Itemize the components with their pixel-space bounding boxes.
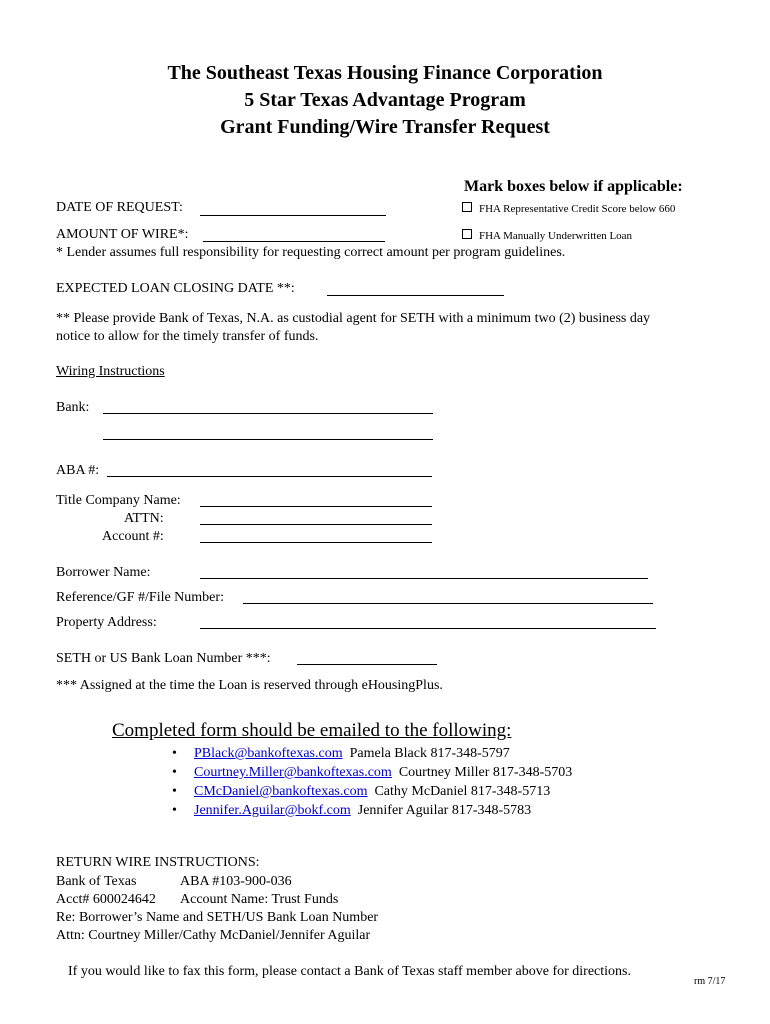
- loan-number-note: *** Assigned at the time the Loan is reserved through eHousingPlus.: [56, 678, 443, 693]
- expected-closing-field[interactable]: [327, 295, 504, 296]
- checkbox-heading: Mark boxes below if applicable:: [464, 178, 683, 195]
- aba-field[interactable]: [107, 476, 432, 477]
- list-item: [172, 782, 572, 801]
- date-of-request-field[interactable]: [200, 215, 386, 216]
- loan-number-label: SETH or US Bank Loan Number ***:: [56, 651, 271, 666]
- amount-of-wire-label: AMOUNT OF WIRE*:: [56, 227, 189, 242]
- reference-field[interactable]: [243, 603, 653, 604]
- reference-label: Reference/GF #/File Number:: [56, 590, 224, 605]
- contact-details: Cathy McDaniel 817-348-5713: [374, 784, 551, 799]
- bank-field-line-2[interactable]: [103, 439, 433, 440]
- property-address-field[interactable]: [200, 628, 656, 629]
- return-wire-bank: Bank of Texas: [56, 874, 137, 889]
- account-field[interactable]: [200, 542, 432, 543]
- email-instructions-heading: Completed form should be emailed to the following:: [112, 720, 512, 741]
- contact-details: Jennifer Aguilar 817-348-5783: [357, 803, 532, 818]
- return-wire-heading: RETURN WIRE INSTRUCTIONS:: [56, 855, 260, 870]
- return-wire-account-name: Account Name: Trust Funds: [180, 892, 339, 907]
- email-link[interactable]: Courtney.Miller@bankoftexas.com: [194, 765, 392, 780]
- title-company-field[interactable]: [200, 506, 432, 507]
- email-link[interactable]: PBlack@bankoftexas.com: [194, 746, 343, 761]
- borrower-name-label: Borrower Name:: [56, 565, 151, 580]
- return-wire-acct: Acct# 600024642: [56, 892, 156, 907]
- fax-note: If you would like to fax this form, please contact a Bank of Texas staff member above for directions.: [68, 964, 632, 979]
- bullet-icon: •: [172, 765, 177, 780]
- lender-note: * Lender assumes full responsibility for requesting correct amount per program guidelines.: [56, 245, 566, 260]
- title-company-label: Title Company Name:: [56, 493, 181, 508]
- attn-label: ATTN:: [124, 511, 164, 526]
- checkbox-manual-underwrite[interactable]: [462, 229, 632, 242]
- return-wire-re: Re: Borrower’s Name and SETH/US Bank Loan Number: [56, 910, 379, 925]
- bank-label: Bank:: [56, 400, 90, 415]
- bullet-icon: •: [172, 746, 177, 761]
- title-line-3: Grant Funding/Wire Transfer Request: [220, 116, 550, 138]
- return-wire-aba: ABA #103-900-036: [180, 874, 292, 889]
- custodial-note-line-1: ** Please provide Bank of Texas, N.A. as custodial agent for SETH with a minimum two (2) business day: [56, 311, 651, 326]
- bullet-icon: •: [172, 803, 177, 818]
- contact-list: [172, 744, 572, 820]
- property-address-label: Property Address:: [56, 615, 157, 630]
- email-link[interactable]: Jennifer.Aguilar@bokf.com: [194, 803, 351, 818]
- attn-field[interactable]: [200, 524, 432, 525]
- return-wire-attn: Attn: Courtney Miller/Cathy McDaniel/Jennifer Aguilar: [56, 928, 371, 943]
- loan-number-field[interactable]: [297, 664, 437, 665]
- custodial-note-line-2: notice to allow for the timely transfer of funds.: [56, 329, 319, 344]
- wiring-instructions-heading: Wiring Instructions: [56, 364, 165, 379]
- list-item: [172, 801, 572, 820]
- list-item: [172, 763, 572, 782]
- aba-label: ABA #:: [56, 463, 100, 478]
- contact-details: Pamela Black 817-348-5797: [349, 746, 510, 761]
- checkbox-credit-score[interactable]: [462, 202, 675, 215]
- list-item: [172, 744, 572, 763]
- account-label: Account #:: [102, 529, 164, 544]
- contact-details: Courtney Miller 817-348-5703: [398, 765, 573, 780]
- date-of-request-label: DATE OF REQUEST:: [56, 200, 183, 215]
- title-line-1: The Southeast Texas Housing Finance Corporation: [167, 62, 603, 84]
- borrower-name-field[interactable]: [200, 578, 648, 579]
- amount-of-wire-field[interactable]: [203, 241, 385, 242]
- bank-field[interactable]: [103, 413, 433, 414]
- checkbox-square-icon[interactable]: [462, 229, 472, 239]
- checkbox-label: FHA Representative Credit Score below 660: [479, 203, 676, 215]
- checkbox-label: FHA Manually Underwritten Loan: [479, 230, 633, 242]
- title-line-2: 5 Star Texas Advantage Program: [244, 89, 526, 111]
- revision-code: rm 7/17: [694, 976, 726, 987]
- bullet-icon: •: [172, 784, 177, 799]
- expected-closing-label: EXPECTED LOAN CLOSING DATE **:: [56, 281, 295, 296]
- checkbox-square-icon[interactable]: [462, 202, 472, 212]
- email-link[interactable]: CMcDaniel@bankoftexas.com: [194, 784, 368, 799]
